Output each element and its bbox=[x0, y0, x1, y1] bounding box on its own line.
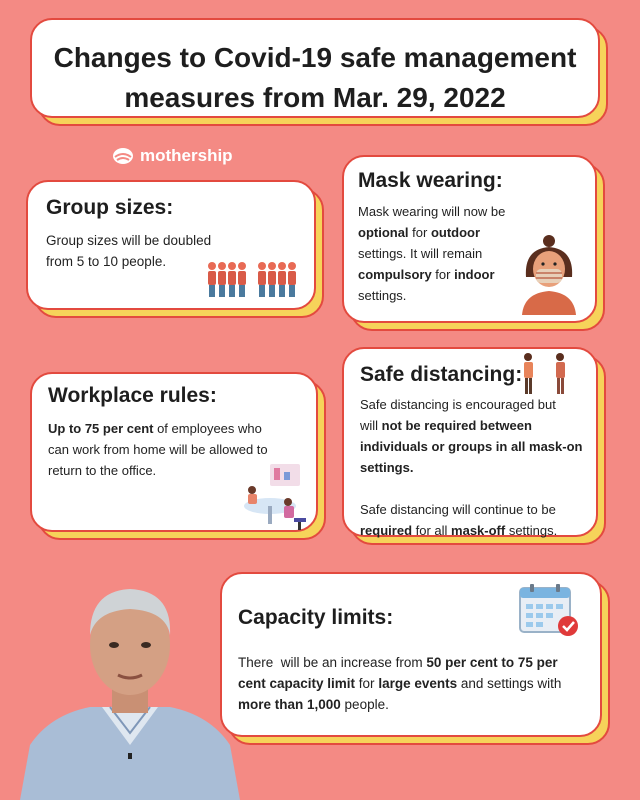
mask-for-1: for bbox=[408, 225, 431, 240]
capacity-limits-heading: Capacity limits: bbox=[238, 606, 394, 629]
title-card bbox=[30, 18, 600, 118]
capacity-bold-3: large events bbox=[378, 676, 458, 691]
distancing-mask-off: mask-off bbox=[451, 523, 506, 538]
distancing-required: required bbox=[360, 523, 413, 538]
workplace-line-2: can work from home will be allowed to bbox=[48, 442, 268, 457]
title-card-body bbox=[30, 18, 600, 118]
mask-compulsory: compulsory bbox=[358, 267, 432, 282]
mask-wearing-heading: Mask wearing: bbox=[358, 169, 503, 192]
brand-name: mothership bbox=[140, 146, 233, 165]
distancing-spacer bbox=[360, 478, 582, 499]
distancing-settings: settings. bbox=[505, 523, 558, 538]
distancing-line-3 bbox=[360, 436, 582, 457]
workplace-line-3: return to the office. bbox=[48, 463, 157, 478]
distancing-line-1: Safe distancing is encouraged but bbox=[360, 397, 556, 412]
page-title bbox=[32, 38, 598, 118]
office-meeting-icon bbox=[240, 462, 310, 532]
safe-distancing-card bbox=[342, 347, 598, 537]
workplace-rules-text bbox=[48, 418, 268, 481]
mask-wearing-card bbox=[342, 155, 597, 323]
safe-distancing-text bbox=[360, 394, 582, 541]
distancing-bold-2: individuals or groups in all mask-on bbox=[360, 439, 583, 454]
workplace-line-1 bbox=[48, 418, 268, 439]
capacity-limits-text bbox=[238, 652, 588, 715]
mask-indoor: indoor bbox=[454, 267, 495, 282]
distancing-line-2 bbox=[360, 415, 582, 436]
capacity-bold-4: more than 1,000 bbox=[238, 697, 341, 712]
mask-line-5: settings. bbox=[358, 288, 407, 303]
calendar-check-icon bbox=[518, 582, 580, 638]
group-sizes-heading: Group sizes: bbox=[46, 196, 174, 219]
mask-wearing-text bbox=[358, 201, 505, 306]
distanced-people-icon bbox=[516, 351, 576, 397]
distancing-bold-3: settings. bbox=[360, 460, 414, 475]
mask-line-2 bbox=[358, 222, 505, 243]
distancing-bold-1: not be required between bbox=[381, 418, 532, 433]
distancing-for-all: for all bbox=[412, 523, 452, 538]
mask-line-4 bbox=[358, 264, 505, 285]
workplace-rules-heading: Workplace rules: bbox=[48, 384, 217, 407]
distancing-line-5: Safe distancing will continue to be bbox=[360, 502, 556, 517]
capacity-bold-2: cent capacity limit bbox=[238, 676, 356, 691]
capacity-limits-card bbox=[220, 572, 602, 737]
mask-line-1: Mask wearing will now be bbox=[358, 204, 506, 219]
safe-distancing-heading: Safe distancing: bbox=[360, 363, 523, 386]
distancing-will: will bbox=[360, 418, 382, 433]
workplace-bold: Up to 75 per cent bbox=[48, 421, 154, 436]
mask-wearing-body bbox=[342, 155, 597, 323]
group-sizes-line-2: from 5 to 10 people. bbox=[46, 254, 167, 269]
mask-optional: optional bbox=[358, 225, 409, 240]
group-sizes-card bbox=[26, 180, 316, 310]
mask-outdoor: outdoor bbox=[430, 225, 481, 240]
mothership-logo-icon bbox=[112, 147, 134, 165]
capacity-mid-1: for bbox=[355, 676, 379, 691]
capacity-end: people. bbox=[340, 697, 389, 712]
mask-for-2: for bbox=[431, 267, 455, 282]
brand-logo bbox=[112, 146, 233, 166]
distancing-line-4 bbox=[360, 457, 582, 478]
workplace-rules-body bbox=[30, 372, 318, 532]
people-group-icon bbox=[204, 260, 304, 300]
capacity-limits-body bbox=[220, 572, 602, 737]
title-line-1: Changes to Covid-19 safe management bbox=[53, 42, 577, 73]
distancing-line-6 bbox=[360, 520, 582, 541]
masked-woman-icon bbox=[514, 235, 584, 315]
capacity-bold-1: 50 per cent to 75 per bbox=[426, 655, 558, 670]
speaker-portrait bbox=[20, 575, 240, 800]
workplace-rules-card bbox=[30, 372, 318, 532]
capacity-pre: There will be an increase from bbox=[238, 655, 427, 670]
group-sizes-text bbox=[46, 230, 211, 272]
group-sizes-line-1: Group sizes will be doubled bbox=[46, 233, 212, 248]
workplace-line-1-rest: of employees who bbox=[153, 421, 262, 436]
safe-distancing-body bbox=[342, 347, 598, 537]
group-sizes-body bbox=[26, 180, 316, 310]
mask-line-3: settings. It will remain bbox=[358, 246, 483, 261]
capacity-mid-2: and settings with bbox=[457, 676, 562, 691]
title-line-2: measures from Mar. 29, 2022 bbox=[124, 82, 506, 113]
